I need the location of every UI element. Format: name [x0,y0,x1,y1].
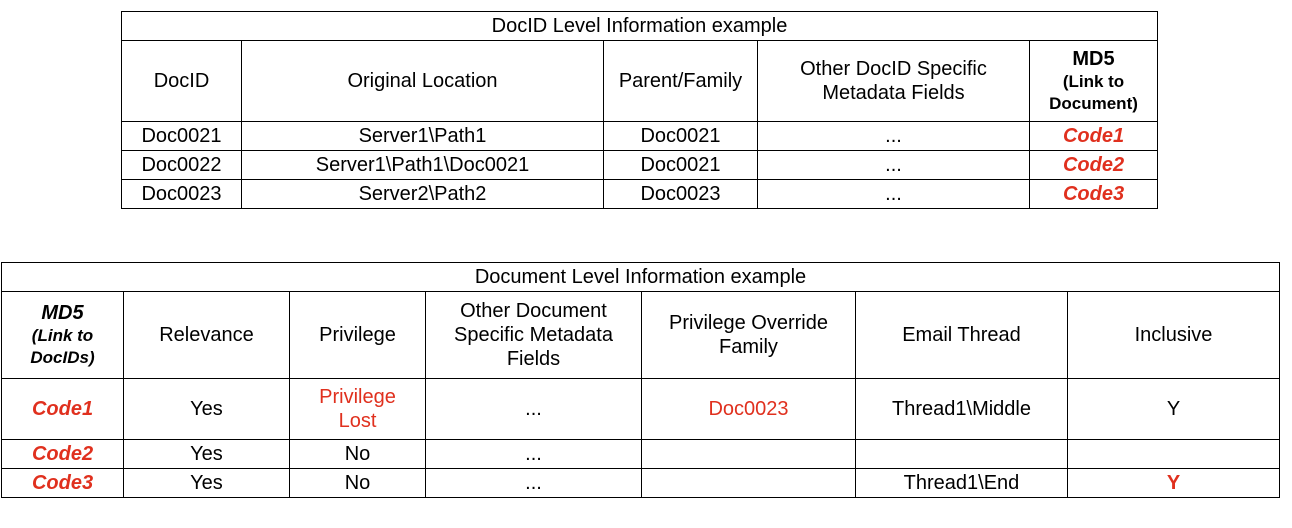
header-md5-sub: (Link to Document) [1049,72,1138,113]
cell-other: ... [758,151,1030,180]
cell-email-thread: Thread1\End [856,469,1068,498]
header-relevance: Relevance [124,292,290,379]
table-title: Document Level Information example [2,263,1280,292]
cell-relevance: Yes [124,440,290,469]
cell-md5: Code2 [2,440,124,469]
header-privilege-override-family: Privilege Override Family [642,292,856,379]
cell-other: ... [758,180,1030,209]
header-md5-main: MD5 [41,302,84,324]
header-inclusive: Inclusive [1068,292,1280,379]
header-docid: DocID [122,41,242,122]
cell-privilege: No [290,440,426,469]
document-level-table [1,262,1280,498]
cell-parent: Doc0023 [604,180,758,209]
cell-parent: Doc0021 [604,122,758,151]
table-row [2,379,1280,440]
cell-md5: Code2 [1030,151,1158,180]
header-other-document-metadata: Other Document Specific Metadata Fields [426,292,642,379]
cell-inclusive: Y [1068,469,1280,498]
header-md5-sub: (Link to DocIDs) [30,326,95,367]
header-md5-main: MD5 [1072,48,1115,70]
header-row [122,41,1158,122]
docid-level-table [121,11,1158,209]
table-row [2,469,1280,498]
cell-location: Server1\Path1 [242,122,604,151]
header-md5 [2,292,124,379]
cell-other: ... [426,440,642,469]
table-title: DocID Level Information example [122,12,1158,41]
cell-md5: Code1 [2,379,124,440]
cell-location: Server2\Path2 [242,180,604,209]
cell-other: ... [426,469,642,498]
cell-email-thread [856,440,1068,469]
header-privilege: Privilege [290,292,426,379]
cell-privilege: Privilege Lost [290,379,426,440]
cell-docid: Doc0021 [122,122,242,151]
header-md5 [1030,41,1158,122]
cell-inclusive: Y [1068,379,1280,440]
cell-md5: Code3 [2,469,124,498]
header-other-docid-metadata: Other DocID Specific Metadata Fields [758,41,1030,122]
table-row [122,151,1158,180]
cell-relevance: Yes [124,379,290,440]
table-row [122,180,1158,209]
header-original-location: Original Location [242,41,604,122]
cell-docid: Doc0022 [122,151,242,180]
cell-parent: Doc0021 [604,151,758,180]
header-email-thread: Email Thread [856,292,1068,379]
cell-privilege: No [290,469,426,498]
cell-other: ... [758,122,1030,151]
cell-email-thread: Thread1\Middle [856,379,1068,440]
cell-md5: Code1 [1030,122,1158,151]
table-row [122,122,1158,151]
cell-location: Server1\Path1\Doc0021 [242,151,604,180]
cell-inclusive [1068,440,1280,469]
header-parent-family: Parent/Family [604,41,758,122]
cell-docid: Doc0023 [122,180,242,209]
cell-privilege-override: Doc0023 [642,379,856,440]
cell-relevance: Yes [124,469,290,498]
table-row [2,440,1280,469]
header-row [2,292,1280,379]
cell-md5: Code3 [1030,180,1158,209]
cell-privilege-override [642,469,856,498]
cell-privilege-override [642,440,856,469]
cell-other: ... [426,379,642,440]
